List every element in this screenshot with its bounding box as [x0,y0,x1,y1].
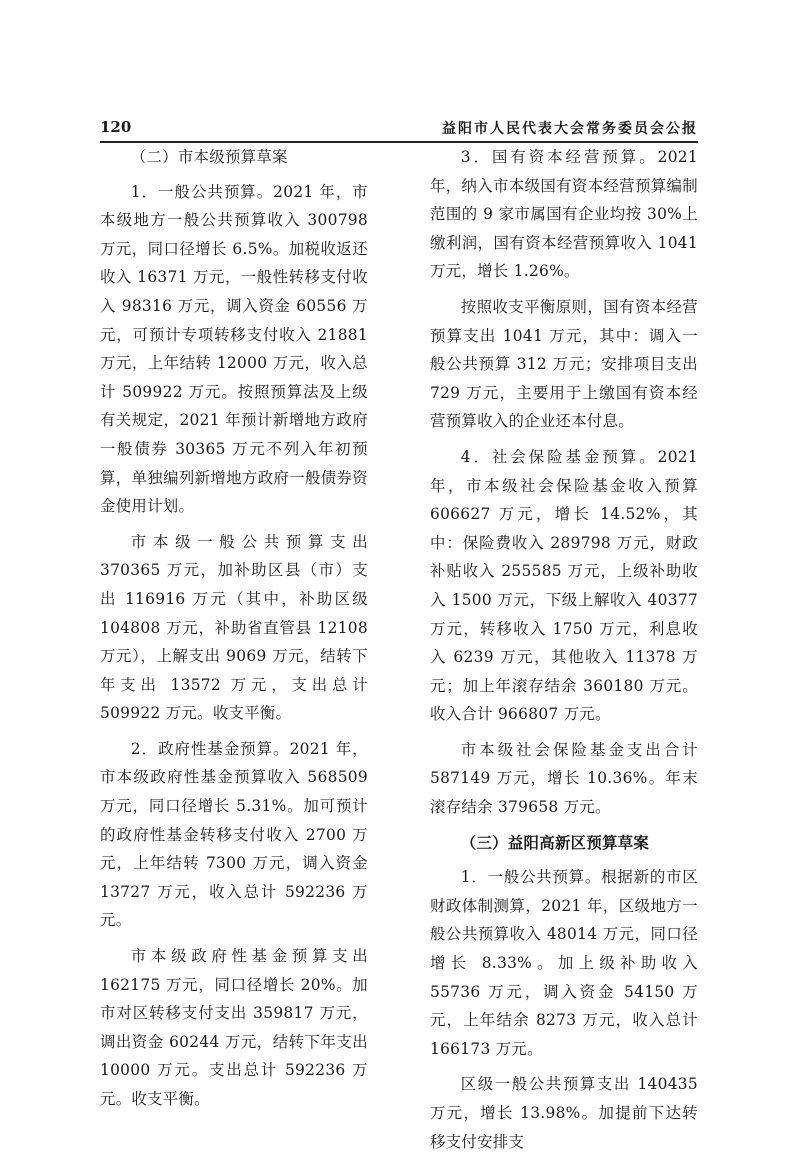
left-column [100,143,368,1121]
paragraph: 3．国有资本经营预算。2021 年，纳入市本级国有资本经营预算编制范围的 9 家市属国有企业均按 30%上缴利润，国有资本经营预算收入 1041 万元，增长 1.26%。 [430,148,698,281]
section-heading: （二）市本级预算草案 [130,148,288,166]
paragraph: 4．社会保险基金预算。2021 年，市本级社会保险基金收入预算 606627 万元，增长 14.52%，其中：保险费收入 289798 万元，财政补贴收入 255585 万元，上级补助收入 1500 万元，下级上解收入 40377 万元，转移收入 1750 万元，利息收入 6239 万元，其他收入 11378 万元；加上年滚存结余 360180 万元。收入合计 966807 万元。 [430,447,698,724]
section-heading: （三）益阳高新区预算草案 [460,833,650,852]
paragraph: 区级一般公共预算支出 140435 万元，增长 13.98%。加提前下达转移支付安排支 [430,1075,698,1151]
paragraph: 市本级社会保险基金支出合计 587149 万元，增长 10.36%。年末滚存结余 379658 万元。 [430,740,698,817]
page-header [100,116,698,140]
journal-title: 益阳市人民代表大会常务委员会公报 [442,121,698,137]
paragraph: 按照收支平衡原则，国有资本经营预算支出 1041 万元，其中：调入一般公共预算 312 万元；安排项目支出 729 万元，主要用于上缴国有资本经营预算收入的企业还本付息。 [430,297,698,431]
paragraph: 2．政府性基金预算。2021 年，市本级政府性基金预算收入 568509 万元，同口径增长 5.31%。加可预计的政府性基金转移支付收入 2700 万元，上年结转 7300 万元，调入资金 13727 万元，收入总计 592236 万元。 [100,739,368,930]
page-number: 120 [100,118,132,136]
paragraph: 1．一般公共预算。根据新的市区财政体制测算，2021 年，区级地方一般公共预算收入 48014 万元，同口径增长 8.33%。加上级补助收入 55736 万元，调入资金 54150 万元，上年结余 8273 万元，收入总计 166173 万元。 [430,868,698,1058]
right-column [430,143,698,1163]
paragraph: 市本级政府性基金预算支出 162175 万元，同口径增长 20%。加市对区转移支付支出 359817 万元，调出资金 60244 万元，结转下年支出 10000 万元。支出总计 592236 万元。收支平衡。 [100,947,368,1108]
paragraph: 1．一般公共预算。2021 年，市本级地方一般公共预算收入 300798 万元，同口径增长 6.5%。加税收返还收入 16371 万元，一般性转移支付收入 98316 万元，调入资金 60556 万元，可预计专项转移支付收入 21881 万元，上年结转 12000 万元，收入总计 509922 万元。按照预算法及上级有关规定，2021 年预计新增地方政府一般债券 30365 万元不列入年初预算，单独编列新增地方政府一般债券资金使用计划。 [100,182,368,516]
paragraph: 市本级一般公共预算支出 370365 万元，加补助区县（市）支出 116916 万元（其中，补助区级 104808 万元，补助省直管县 12108 万元），上解支出 9069 万元，结转下年支出 13572 万元，支出总计 509922 万元。收支平衡。 [100,532,368,723]
